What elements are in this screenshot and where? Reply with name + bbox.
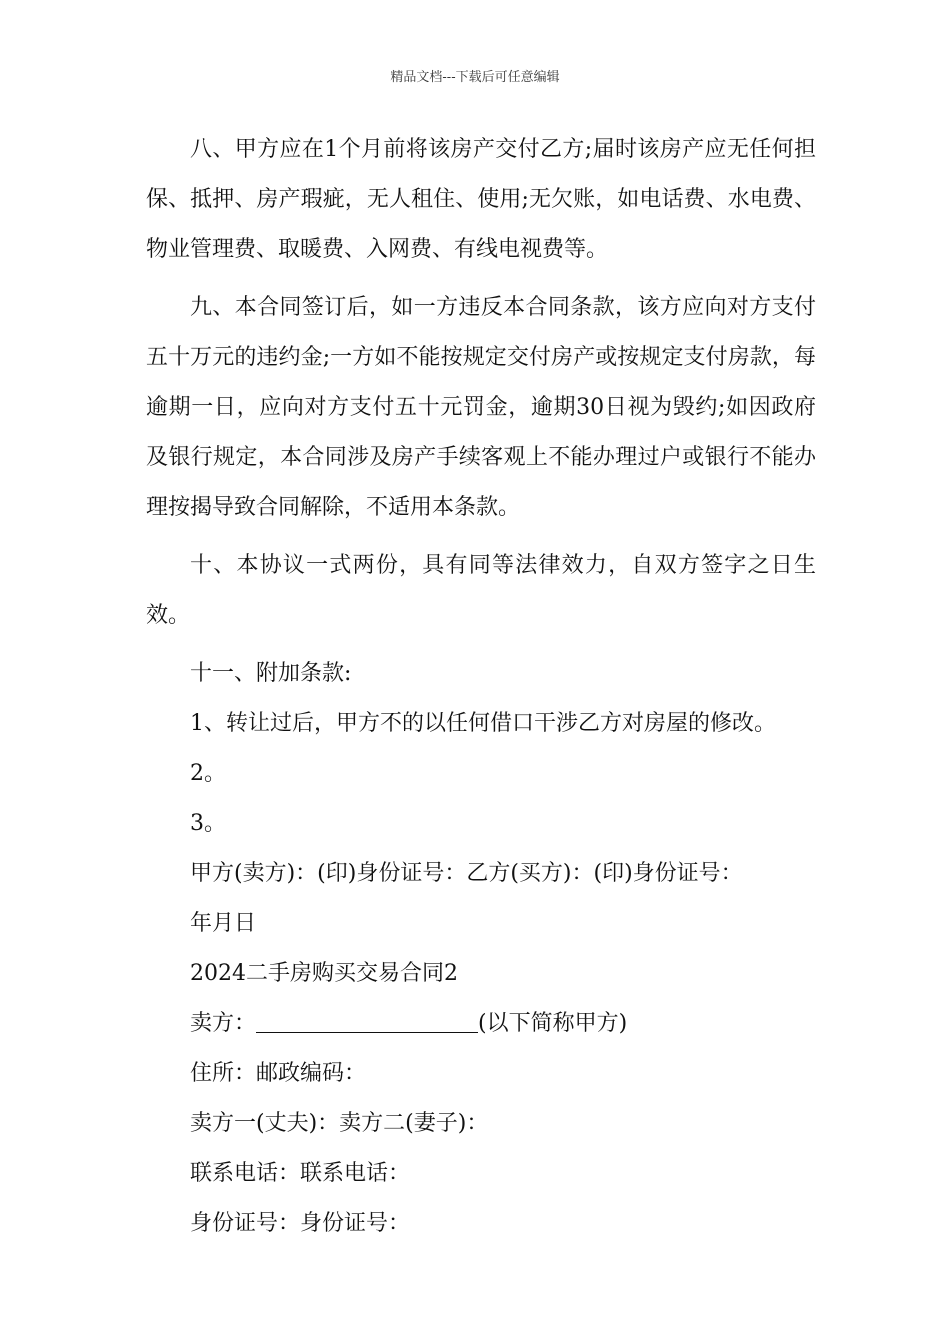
seller-suffix: (以下简称甲方) bbox=[478, 1011, 628, 1036]
document-body bbox=[146, 125, 816, 1249]
signature-line: 甲方(卖方)：(印)身份证号：乙方(买方)：(印)身份证号： bbox=[190, 861, 743, 886]
sellers-line: 卖方一(丈夫)：卖方二(妻子)： bbox=[190, 1111, 489, 1136]
seller-line bbox=[146, 999, 816, 1049]
seller-blank bbox=[256, 1008, 478, 1033]
additional-item-1: 1、转让过后，甲方不的以任何借口干涉乙方对房屋的修改。 bbox=[190, 711, 776, 736]
phone-line: 联系电话：联系电话： bbox=[190, 1161, 411, 1186]
seller-label: 卖方： bbox=[190, 1011, 257, 1036]
id-number-line: 身份证号：身份证号： bbox=[190, 1211, 411, 1236]
contract-title-2: 2024二手房购买交易合同2 bbox=[190, 961, 458, 986]
additional-item-2: 2。 bbox=[190, 761, 226, 786]
page-header: 精品文档---下载后可任意编辑 bbox=[390, 70, 560, 85]
clause-8: 八、甲方应在1个月前将该房产交付乙方;届时该房产应无任何担保、抵押、房产瑕疵，无人租住、使用;无欠账，如电话费、水电费、物业管理费、取暖费、入网费、有线电视费等。 bbox=[146, 137, 816, 262]
clause-10: 十、本协议一式两份，具有同等法律效力，自双方签字之日生效。 bbox=[146, 553, 816, 628]
address-line: 住所：邮政编码： bbox=[190, 1061, 367, 1086]
clause-9: 九、本合同签订后，如一方违反本合同条款，该方应向对方支付五十万元的违约金;一方如不能按规定交付房产或按规定支付房款，每逾期一日，应向对方支付五十元罚金，逾期30日视为毁约;如因政府及银行规定，本合同涉及房产手续客观上不能办理过户或银行不能办理按揭导致合同解除，不适用本条款。 bbox=[146, 295, 816, 520]
clause-11: 十一、附加条款: bbox=[190, 661, 352, 686]
date-line: 年月日 bbox=[190, 911, 257, 936]
additional-item-3: 3。 bbox=[190, 811, 226, 836]
